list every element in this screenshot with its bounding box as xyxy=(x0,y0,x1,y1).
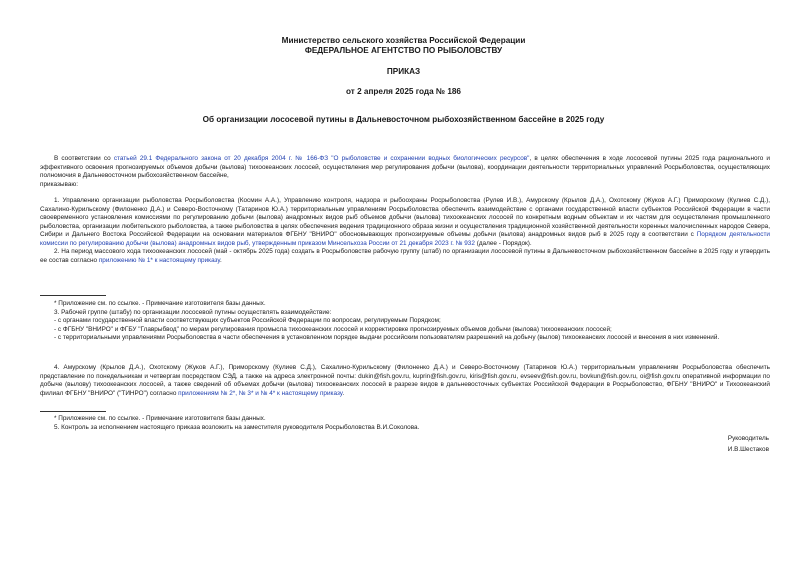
signature-block xyxy=(728,433,769,455)
ministry-name: Министерство сельского хозяйства Российской Федерации xyxy=(281,36,526,45)
preamble-text-start: В соответствии со xyxy=(54,155,114,162)
signatory-name: И.В.Шестаков xyxy=(727,446,769,453)
item-2-text: 2. На период массового хода тихоокеанских лососей (май - октябрь 2025 года) создать в Росрыболовстве рабочую группу (штаб) по организации лососевой путины в Дальневосточном рыбохозяйственном бассейне в 2025 году и утвердить ее состав согласно xyxy=(40,248,770,264)
item-3-intro: 3. Рабочей группе (штабу) по организации лососевой путины осуществлять взаимодействие: xyxy=(54,308,332,316)
item-4-text: 4. Амурскому (Крылов Д.А.), Охотскому (Жуков А.Г.), Приморскому (Кулиев С.Д.), Сахалино-Курильскому (Филоненко Д.А.) и Северо-Восточному (Татаринов Ю.А.) территориальным управлениям Росрыболовства обеспечить представление по понедельникам и четвергам посредством СЭД, а также на адреса электронной почты: dukin@fish.gov.ru, kuprin@fish.gov.ru, kiris@fish.gov.ru, evseev@fish.gov.ru, bovkun@fish.gov.ru, oi@fish.gov.ru оперативной информации по добыче (вылову) тихоокеанских лососей, а также сведений об объемах добычи (вылова) тихоокеанских лососей в разрезе видов в дальневосточных субъектах Российской Федерации в Росрыболовство, ФГБНУ "ВНИРО" и Тихоокеанский филиал ФГБНУ "ВНИРО" ("ТИНРО") согласно xyxy=(40,364,770,397)
appendix-2-4-link[interactable]: приложениям № 2*, № 3* и № 4* к настоящему приказу xyxy=(178,389,343,397)
order-items-3 xyxy=(40,300,770,343)
document-title: Об организации лососевой путины в Дальневосточном рыбохозяйственном бассейне в 2025 году xyxy=(202,115,605,124)
footnote-divider-2 xyxy=(40,411,106,412)
item-4-text-end: . xyxy=(342,389,345,397)
item-1 xyxy=(40,197,770,248)
prikazyvayu: приказываю: xyxy=(40,180,78,188)
order-items-4 xyxy=(40,364,770,398)
order-items-1-2 xyxy=(40,197,770,265)
item-2 xyxy=(40,248,770,265)
agency-name: ФЕДЕРАЛЬНОЕ АГЕНТСТВО ПО РЫБОЛОВСТВУ xyxy=(304,46,503,55)
document-date-number: от 2 апреля 2025 года № 186 xyxy=(346,87,461,96)
commission-procedure-link[interactable]: Порядком деятельности комиссии по регулированию добычи (вылова) анадромных видов рыб, утвержденным приказом Минсельхоза России от 21 декабря 2023 г. № 932 xyxy=(40,231,770,247)
preamble-paragraph xyxy=(40,155,770,181)
item-1-text-end: (далее - Порядок). xyxy=(474,239,532,247)
footnote-1: * Приложение см. по ссылке. - Примечание изготовителя базы данных. xyxy=(54,300,266,307)
item-3-b: - с ФГБНУ "ВНИРО" и ФГБУ "Главрыбвод" по мерам регулирования промысла тихоокеанских лососей и корректировке прогнозируемых объемов добычи (вылова) тихоокеанских лососей; xyxy=(54,325,612,333)
item-1-text: 1. Управлению организации рыболовства Росрыболовства (Космин А.А.), Управлению контроля, надзора и рыбоохраны Росрыболовства (Рулев И.В.), Амурскому (Крылов Д.А.), Охотскому (Жуков А.Г.) Приморскому (Кулиев С.Д.), Сахалино-Курильскому (Филоненко Д.А.) и Северо-Восточному (Татаринов Ю.А.) территориальным управлениям Росрыболовства обеспечить взаимодействие с органами государственной власти субъектов Российской Федерации в части своевременного установления комиссиями по регулированию добычи (вылова) анадромных видов рыб объемов добычи (вылова) тихоокеанских лососей по конкретным водным объектам и их частям для осуществления промышленного рыболовства, организации любительского рыболовства, а также рыболовства в целях обеспечения ведения традиционного образа жизни и осуществления традиционной хозяйственной деятельности коренных малочисленных народов Севера, Сибири и Дальнего Востока Российской Федерации на основании материалов ФГБНУ "ВНИРО" обосновывающих прогнозируемые объемы добычи (вылова) анадромных видов рыб в 2025 году в соответствии с xyxy=(40,197,770,238)
preamble-text-end: , в целях обеспечения в ходе лососевой путины 2025 года рационального и эффективного освоения прогнозируемых объемов добычи (вылова) тихоокеанских лососей, осуществления мер регулирования добычи (вылова), координации деятельности территориальных управлений Росрыболовства, осуществляющих полномочия в Дальневосточном рыбохозяйственном бассейне, xyxy=(40,155,770,179)
footnote-divider xyxy=(40,295,106,296)
item-2-text-end: . xyxy=(219,256,222,264)
appendix-1-link[interactable]: приложению № 1* к настоящему приказу xyxy=(98,256,220,264)
federal-law-link[interactable]: статьей 29.1 Федерального закона от 20 декабря 2004 г. № 166-ФЗ "О рыболовстве и сохранении водных биологических ресурсов" xyxy=(113,155,530,162)
item-4 xyxy=(40,364,770,398)
signatory-position: Руководитель xyxy=(727,435,769,442)
preamble xyxy=(40,155,770,189)
item-3-a: - с органами государственной власти соответствующих субъектов Российской Федерации по вопросам, регулируемым Порядком; xyxy=(54,317,441,324)
document-type: ПРИКАЗ xyxy=(386,67,421,76)
footnote-2: * Приложение см. по ссылке. - Примечание изготовителя базы данных. xyxy=(54,415,266,422)
item-5: 5. Контроль за исполнением настоящего приказа возложить на заместителя руководителя Росрыболовства В.И.Соколова. xyxy=(54,423,420,431)
order-items-5 xyxy=(40,415,770,432)
item-3-c: - с территориальными управлениями Росрыболовства в части обеспечения в установленном порядке выдачи российским пользователям разрешений на добычу (вылов) тихоокеанских лососей и внесения в них изменений. xyxy=(54,334,720,341)
